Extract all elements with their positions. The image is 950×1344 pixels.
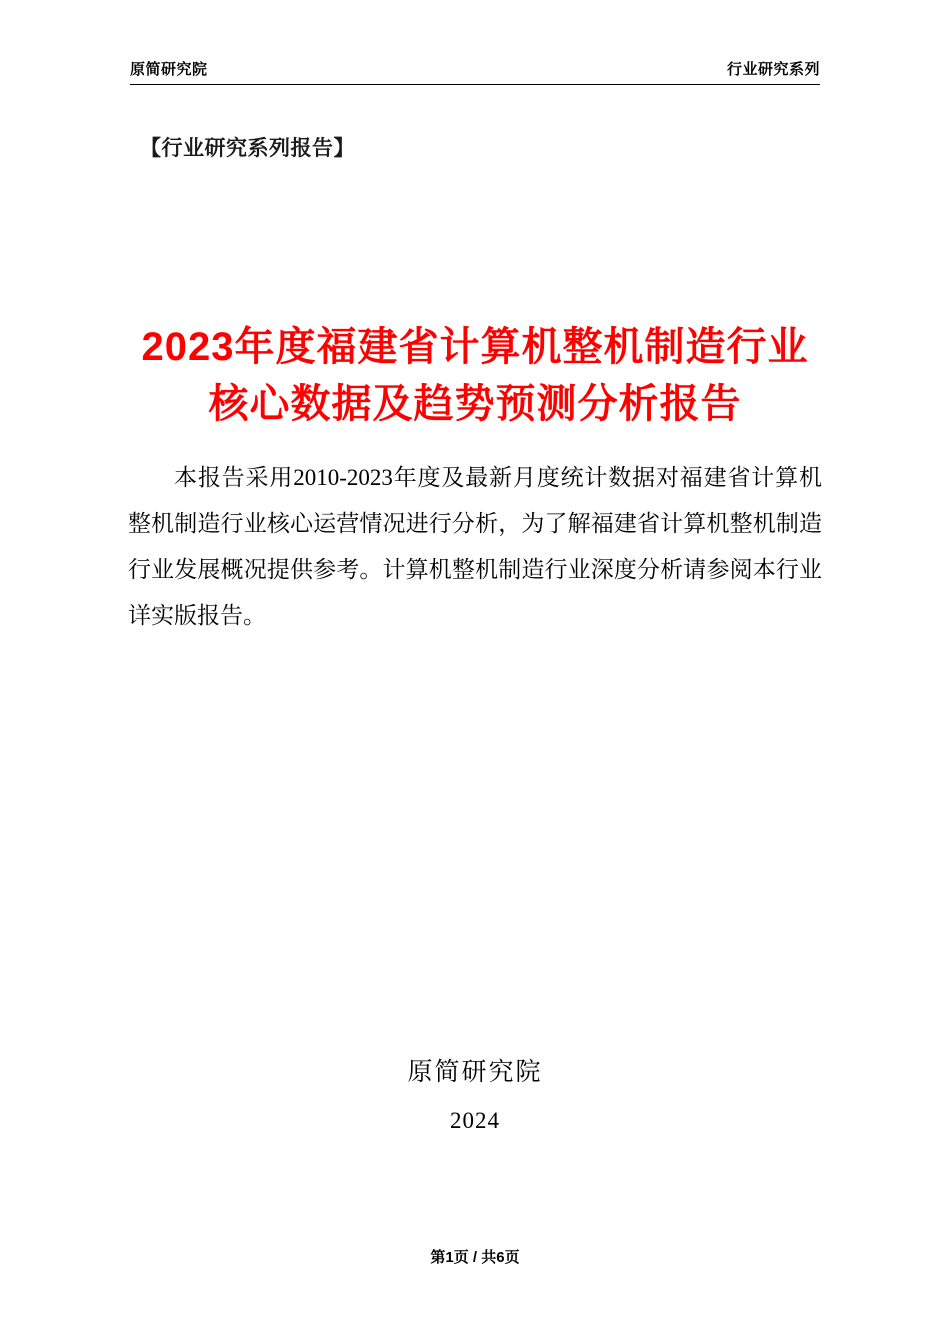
header-left-text: 原简研究院 (130, 61, 208, 78)
page-header (130, 58, 820, 85)
publication-year: 2024 (450, 1108, 500, 1133)
header-right-text: 行业研究系列 (726, 61, 820, 78)
abstract-paragraph: 本报告采用2010-2023年度及最新月度统计数据对福建省计算机整机制造行业核心运营情况进行分析，为了解福建省计算机整机制造行业发展概况提供参考。计算机整机制造行业深度分析请参阅本行业详实版报告。 (128, 465, 822, 628)
publisher-name: 原简研究院 (407, 1059, 543, 1086)
page-number-label: 第1页 / 共6页 (430, 1249, 520, 1266)
page-footer (0, 1246, 950, 1267)
page-title: 2023年度福建省计算机整机制造行业核心数据及趋势预测分析报告 (141, 324, 809, 426)
series-label: 【行业研究系列报告】 (140, 137, 355, 160)
